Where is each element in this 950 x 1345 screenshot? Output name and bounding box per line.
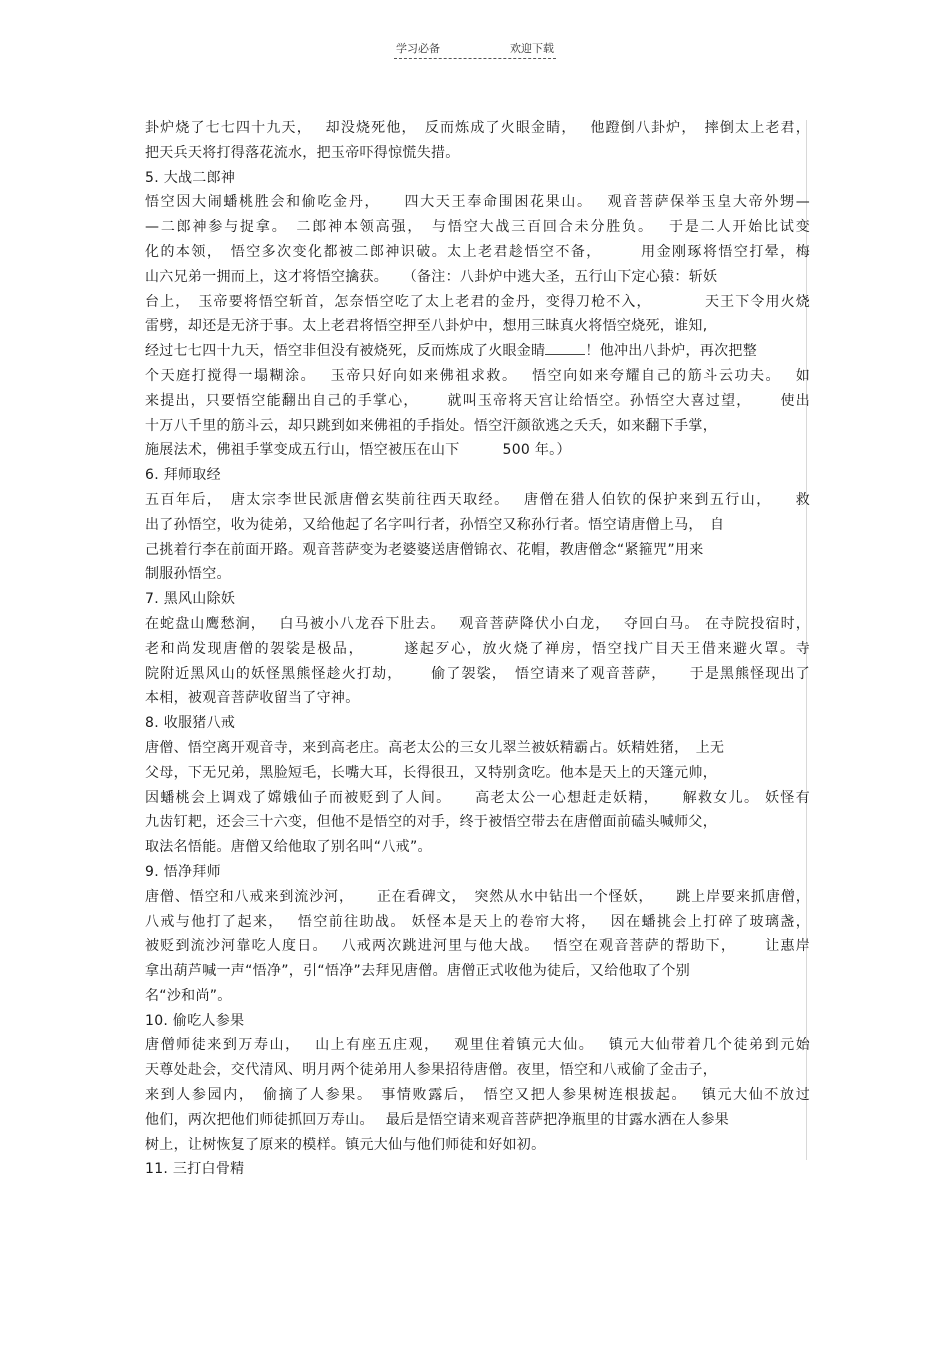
line-text: 十万八千里的筋斗云，却只跳到如来佛祖的手指处。悟空汗颜欲逃之夭夭，如来翻下手掌， [145, 417, 717, 434]
text-line [145, 240, 810, 265]
line-text: 被贬到流沙河靠吃人度日。 八戒两次跳进河里与他大战。 悟空在观音菩萨的帮助下， 让惠岸 [145, 938, 810, 955]
text-line [145, 835, 810, 860]
line-text: 八戒与他打了起来， 悟空前往助战。 妖怪本是天上的卷帘大将， 因在蟠挑会上打碎了玻璃盏， [145, 913, 810, 930]
line-text: 父母，下无兄弟，黑脸短毛，长嘴大耳，长得很丑，又特别贪吃。他本是天上的天篷元帅， [145, 764, 717, 781]
text-line [145, 736, 810, 761]
line-text: 出了孙悟空，收为徒弟，又给他起了名字叫行者，孙悟空又称孙行者。悟空请唐僧上马， 自 [145, 516, 725, 533]
text-line [145, 934, 810, 959]
line-text: 来到人参园内， 偷摘了人参果。 事情败露后， 悟空又把人参果树连根拔起。 镇元大仙不放过 [145, 1087, 810, 1104]
text-line [145, 637, 810, 662]
line-text: 悟空因大闹蟠桃胜会和偷吃金丹， 四大天王奉命围困花果山。 观音菩萨保举玉皇大帝外甥— [145, 194, 810, 211]
text-line [145, 141, 810, 166]
line-text: 拿出葫芦喊一声“悟净”，引“悟净”去拜见唐僧。唐僧正式收他为徒后，又给他取了个别 [145, 963, 691, 980]
line-text: 树上，让树恢复了原来的模样。镇元大仙与他们师徒和好如初。 [145, 1136, 546, 1153]
text-line [145, 686, 810, 711]
text-line [145, 265, 810, 290]
line-text: 唐僧、悟空离开观音寺，来到高老庄。高老太公的三女儿翠兰被妖精霸占。妖精姓猪， 上无 [145, 739, 725, 756]
line-text: 9. 悟净拜师 [145, 863, 221, 880]
line-text: 化的本领， 悟空多次变化都被二郎神识破。太上老君趁悟空不备， 用金刚琢将悟空打晕，梅 [145, 243, 810, 260]
text-line [145, 414, 810, 439]
fill-blank [545, 340, 585, 355]
line-text: 施展法术，佛祖手掌变成五行山，悟空被压在山下 500 年。） [145, 442, 571, 459]
text-line [145, 1083, 810, 1108]
line-text: 5. 大战二郎神 [145, 169, 236, 186]
text-line [145, 190, 810, 215]
text-line [145, 1133, 810, 1158]
line-text: 唐僧师徒来到万寿山， 山上有座五庄观， 观里住着镇元大仙。 镇元大仙带着几个徒弟到元始 [145, 1037, 810, 1054]
text-line [145, 885, 810, 910]
text-line [145, 910, 810, 935]
text-line [145, 166, 810, 191]
line-text: 制服孙悟空。 [145, 566, 231, 583]
text-line [145, 463, 810, 488]
text-line [145, 116, 810, 141]
text-line [145, 959, 810, 984]
line-text: 11. 三打白骨精 [145, 1161, 245, 1178]
line-text: 他们，两次把他们师徒抓回万寿山。 最后是悟空请来观音菩萨把净瓶里的甘露水洒在人参果 [145, 1111, 730, 1128]
line-text: 6. 拜师取经 [145, 467, 221, 484]
text-line [145, 215, 810, 240]
text-line [145, 562, 810, 587]
line-text-tail: ！他冲出八卦炉，再次把整 [585, 343, 758, 360]
text-line [145, 1108, 810, 1133]
line-text: 雷劈，却还是无济于事。太上老君将悟空押至八卦炉中，想用三昧真火将悟空烧死，谁知, [145, 318, 708, 335]
header-left-text: 学习必备 [396, 42, 440, 55]
line-text: 本相，被观音菩萨收留当了守神。 [145, 690, 360, 707]
text-line [145, 860, 810, 885]
line-text: 九齿钉耙，还会三十六变，但他不是悟空的对手，终于被悟空带去在唐僧面前磕头喊师父， [145, 814, 717, 831]
line-text: 山六兄弟一拥而上，这才将悟空擒获。 （备注：八卦炉中逃大圣，五行山下定心猿：斩妖 [145, 268, 718, 285]
line-text: 8. 收服猪八戒 [145, 715, 236, 732]
line-text: 在蛇盘山鹰愁涧， 白马被小八龙吞下肚去。 观音菩萨降伏小白龙， 夺回白马。 在寺院投宿时， [145, 615, 810, 632]
text-line [145, 538, 810, 563]
line-text: 院附近黑风山的妖怪黑熊怪趁火打劫， 偷了袈裟， 悟空请来了观音菩萨， 于是黑熊怪现出了 [145, 665, 810, 682]
page-header [394, 40, 556, 59]
text-line [145, 1009, 810, 1034]
text-line [145, 364, 810, 389]
text-line [145, 339, 810, 364]
text-line [145, 786, 810, 811]
line-text: 把天兵天将打得落花流水，把玉帝吓得惊慌失措。 [145, 144, 460, 161]
line-text: 7. 黑风山除妖 [145, 591, 236, 608]
line-text: 名“沙和尚”。 [145, 987, 232, 1004]
line-text: 天尊处赴会，交代清风、明月两个徒弟用人参果招待唐僧。夜里，悟空和八戒偷了金击子， [145, 1062, 717, 1079]
text-line [145, 612, 810, 637]
line-text: 台上， 玉帝要将悟空斩首，怎奈悟空吃了太上老君的金丹，变得刀枪不入， 天王下令用火烧 [145, 293, 810, 310]
text-line [145, 290, 810, 315]
text-line [145, 984, 810, 1009]
line-text: 唐僧、悟空和八戒来到流沙河， 正在看碑文， 突然从水中钻出一个怪妖， 跳上岸要来抓唐僧， [145, 888, 810, 905]
text-line [145, 587, 810, 612]
line-text: 个天庭打搅得一塌糊涂。 玉帝只好向如来佛祖求救。 悟空向如来夸耀自己的筋斗云功夫。 如 [145, 367, 810, 384]
line-text: 因蟠桃会上调戏了嫦娥仙子而被贬到了人间。 高老太公一心想赶走妖精， 解救女儿。 妖怪有 [145, 789, 810, 806]
text-line [145, 513, 810, 538]
line-text: 五百年后， 唐太宗李世民派唐僧玄奘前往西天取经。 唐僧在猎人伯钦的保护来到五行山， 救 [145, 491, 810, 508]
line-text: 老和尚发现唐僧的袈裟是极品， 遂起歹心，放火烧了禅房，悟空找广目天王借来避火罩。寺 [145, 640, 810, 657]
text-line [145, 810, 810, 835]
text-line [145, 314, 810, 339]
text-line [145, 761, 810, 786]
line-text: 己挑着行李在前面开路。观音菩萨变为老婆婆送唐僧锦衣、花帽，教唐僧念“紧箍咒”用来 [145, 541, 704, 558]
header-right-text: 欢迎下载 [510, 42, 554, 55]
text-line [145, 1157, 810, 1182]
text-line [145, 662, 810, 687]
text-line [145, 1033, 810, 1058]
line-text: —二郎神参与捉拿。 二郎神本领高强， 与悟空大战三百回合未分胜负。 于是二人开始比试变 [145, 219, 810, 236]
line-text: 卦炉烧了七七四十九天， 却没烧死他， 反而炼成了火眼金睛， 他蹬倒八卦炉， 摔倒太上老君， [145, 120, 810, 136]
text-line [145, 711, 810, 736]
document-body [145, 116, 810, 1182]
text-line [145, 389, 810, 414]
text-line [145, 1058, 810, 1083]
line-text: 10. 偷吃人参果 [145, 1012, 245, 1029]
line-text: 取法名悟能。唐僧又给他取了别名叫“八戒”。 [145, 839, 432, 856]
line-text: 来提出，只要悟空能翻出自己的手掌心， 就叫玉帝将天宫让给悟空。孙悟空大喜过望， 使出 [145, 392, 810, 409]
text-line [145, 488, 810, 513]
text-line [145, 438, 810, 463]
line-text: 经过七七四十九天，悟空非但没有被烧死，反而炼成了火眼金睛 [145, 343, 546, 360]
